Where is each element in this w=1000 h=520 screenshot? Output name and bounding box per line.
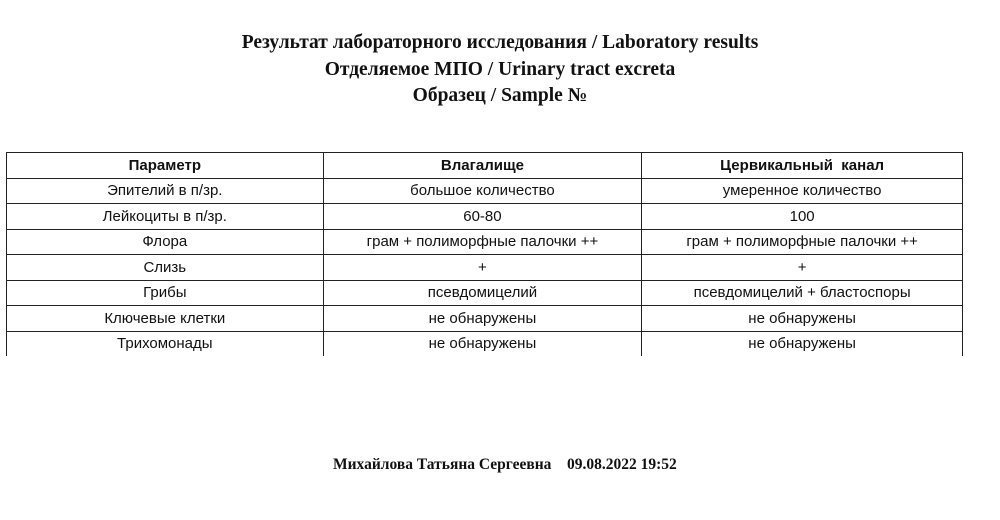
table-row	[7, 229, 963, 255]
value-cell: не обнаружены	[642, 331, 963, 356]
value-cell: +	[323, 255, 642, 281]
document-title: Результат лабораторного исследования / Laboratory results	[241, 32, 759, 53]
table-row	[7, 306, 963, 332]
parameter-cell: Эпителий в п/зр.	[7, 178, 324, 204]
parameter-cell: Лейкоциты в п/зр.	[7, 204, 324, 230]
value-cell: псевдомицелий	[323, 280, 642, 306]
sample-number: Образец / Sample №	[412, 85, 588, 106]
doctor-name: Михайлова Татьяна Сергеевна	[333, 456, 552, 473]
value-cell: 100	[642, 204, 963, 230]
value-cell: грам + полиморфные палочки ++	[642, 229, 963, 255]
table-row	[7, 255, 963, 281]
parameter-cell: Грибы	[7, 280, 324, 306]
parameter-cell: Ключевые клетки	[7, 306, 324, 332]
document-subtitle: Отделяемое МПО / Urinary tract excreta	[324, 58, 676, 80]
signature-line	[333, 456, 677, 474]
table-row	[7, 280, 963, 306]
document-header	[0, 30, 1000, 110]
value-cell: +	[642, 255, 963, 281]
table-row	[7, 204, 963, 230]
column-header: Параметр	[7, 153, 324, 179]
value-cell: 60-80	[323, 204, 642, 230]
column-header: Цервикальный канал	[642, 153, 963, 179]
table-header-row	[7, 153, 963, 179]
report-datetime: 09.08.2022 19:52	[566, 456, 677, 473]
value-cell: грам + полиморфные палочки ++	[323, 229, 642, 255]
value-cell: большое количество	[323, 178, 642, 204]
parameter-cell: Трихомонады	[7, 331, 324, 356]
value-cell: не обнаружены	[323, 306, 642, 332]
column-header: Влагалище	[323, 153, 642, 179]
table-row	[7, 178, 963, 204]
value-cell: умеренное количество	[642, 178, 963, 204]
value-cell: не обнаружены	[642, 306, 963, 332]
value-cell: не обнаружены	[323, 331, 642, 356]
parameter-cell: Слизь	[7, 255, 324, 281]
table-row	[7, 331, 963, 356]
value-cell: псевдомицелий + бластоспоры	[642, 280, 963, 306]
parameter-cell: Флора	[7, 229, 324, 255]
results-table	[6, 152, 963, 356]
